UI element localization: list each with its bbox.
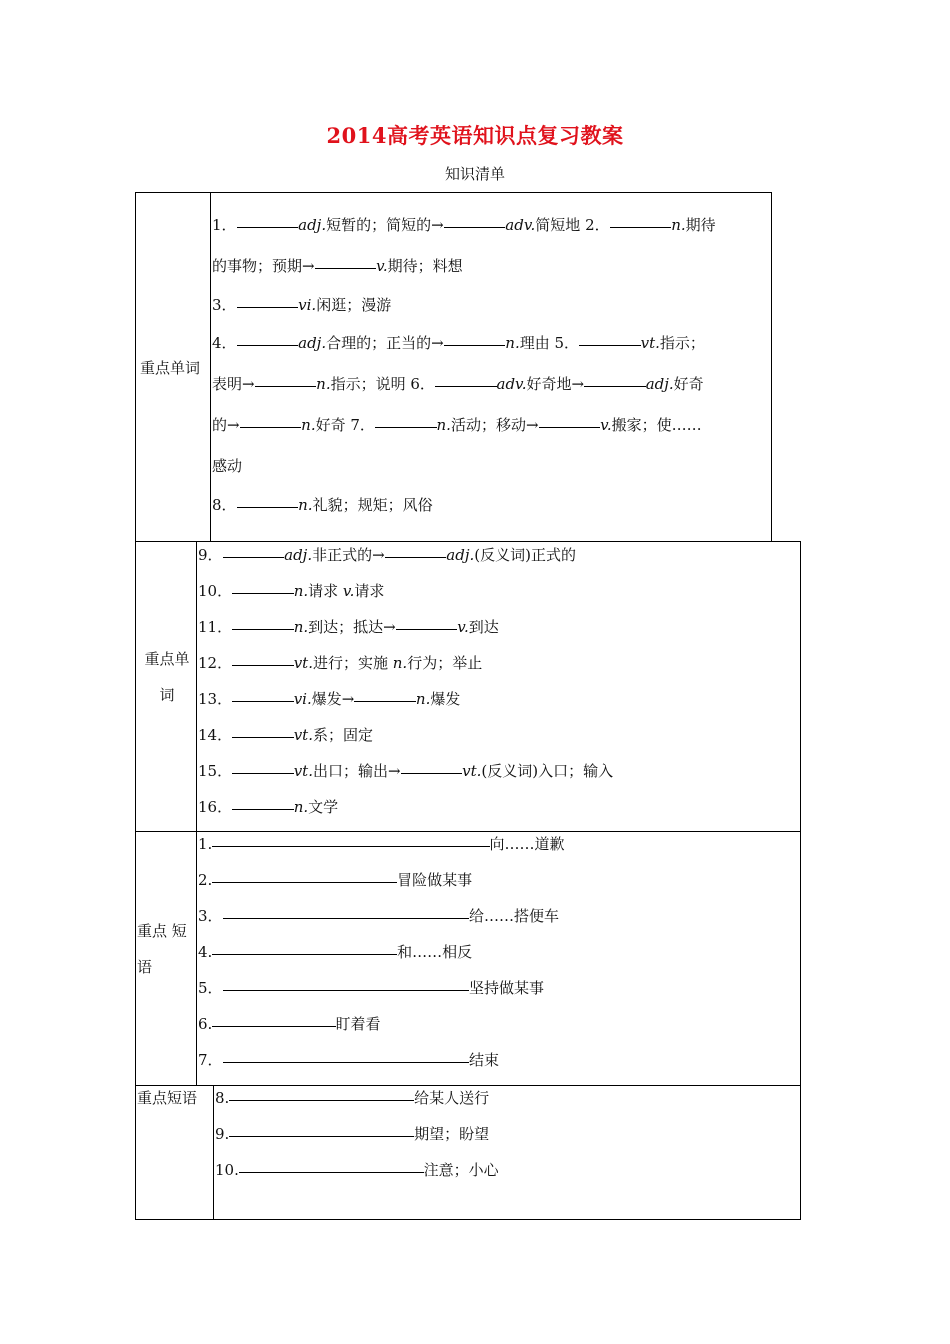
list-item: 4． adj.合理的；正当的→ n.理由 5． vt.指示； bbox=[212, 334, 705, 352]
list-item: 8． n.礼貌；规矩；风俗 bbox=[212, 496, 433, 514]
list-item: 8. 给某人送行 bbox=[215, 1089, 490, 1107]
list-item: 10． n.请求 v.请求 bbox=[198, 582, 385, 600]
list-item: 13． vi.爆发→ n.爆发 bbox=[198, 690, 461, 708]
list-item: 6. 盯着看 bbox=[198, 1015, 381, 1033]
list-item: 5． 坚持做某事 bbox=[198, 979, 544, 997]
list-item: 3． vi.闲逛；漫游 bbox=[212, 296, 392, 314]
list-item: 11． n.到达；抵达→ v.到达 bbox=[198, 618, 499, 636]
section-label-line: 词 bbox=[159, 686, 175, 704]
list-item: 9. 期望；盼望 bbox=[215, 1125, 490, 1143]
list-item: 的→ n.好奇 7． n.活动；移动→ v.搬家；使…… bbox=[212, 416, 702, 434]
list-item: 表明→ n.指示；说明 6． adv.好奇地→ adj.好奇 bbox=[212, 375, 704, 393]
list-item: 16． n.文学 bbox=[198, 798, 339, 816]
section-label-line: 重点单 bbox=[144, 650, 190, 668]
section-label bbox=[137, 913, 195, 985]
list-item: 感动 bbox=[212, 457, 243, 475]
list-item: 7． 结束 bbox=[198, 1051, 499, 1069]
section-content bbox=[198, 826, 798, 1078]
section-label bbox=[142, 641, 192, 713]
list-item: 3． 给……搭便车 bbox=[198, 907, 559, 925]
list-item: 的事物；预期→ v.期待；料想 bbox=[212, 257, 463, 275]
section-label-line: 语 bbox=[137, 958, 153, 976]
list-item: 9． adj.非正式的→ adj.(反义词)正式的 bbox=[198, 546, 576, 564]
section-content bbox=[212, 205, 772, 523]
section-label-line: 重点 短 bbox=[137, 922, 187, 940]
list-item: 15． vt.出口；输出→ vt.(反义词)入口；输入 bbox=[198, 762, 614, 780]
list-item: 10. 注意；小心 bbox=[215, 1161, 499, 1179]
section-label: 重点短语 bbox=[137, 1089, 198, 1107]
section-content bbox=[215, 1080, 795, 1188]
list-item: 1. 向……道歉 bbox=[198, 835, 565, 853]
list-item: 4. 和……相反 bbox=[198, 943, 473, 961]
section-content bbox=[198, 537, 798, 825]
list-item: 14． vt.系；固定 bbox=[198, 726, 373, 744]
page-subtitle: 知识清单 bbox=[444, 165, 505, 183]
list-item: 12． vt.进行；实施 n.行为；举止 bbox=[198, 654, 483, 672]
list-item: 1． adj.短暂的；简短的→ adv.简短地 2． n.期待 bbox=[212, 216, 716, 234]
page-title: 2014高考英语知识点复习教案 bbox=[326, 123, 624, 148]
section-label: 重点单词 bbox=[140, 359, 201, 377]
list-item: 2. 冒险做某事 bbox=[198, 871, 473, 889]
